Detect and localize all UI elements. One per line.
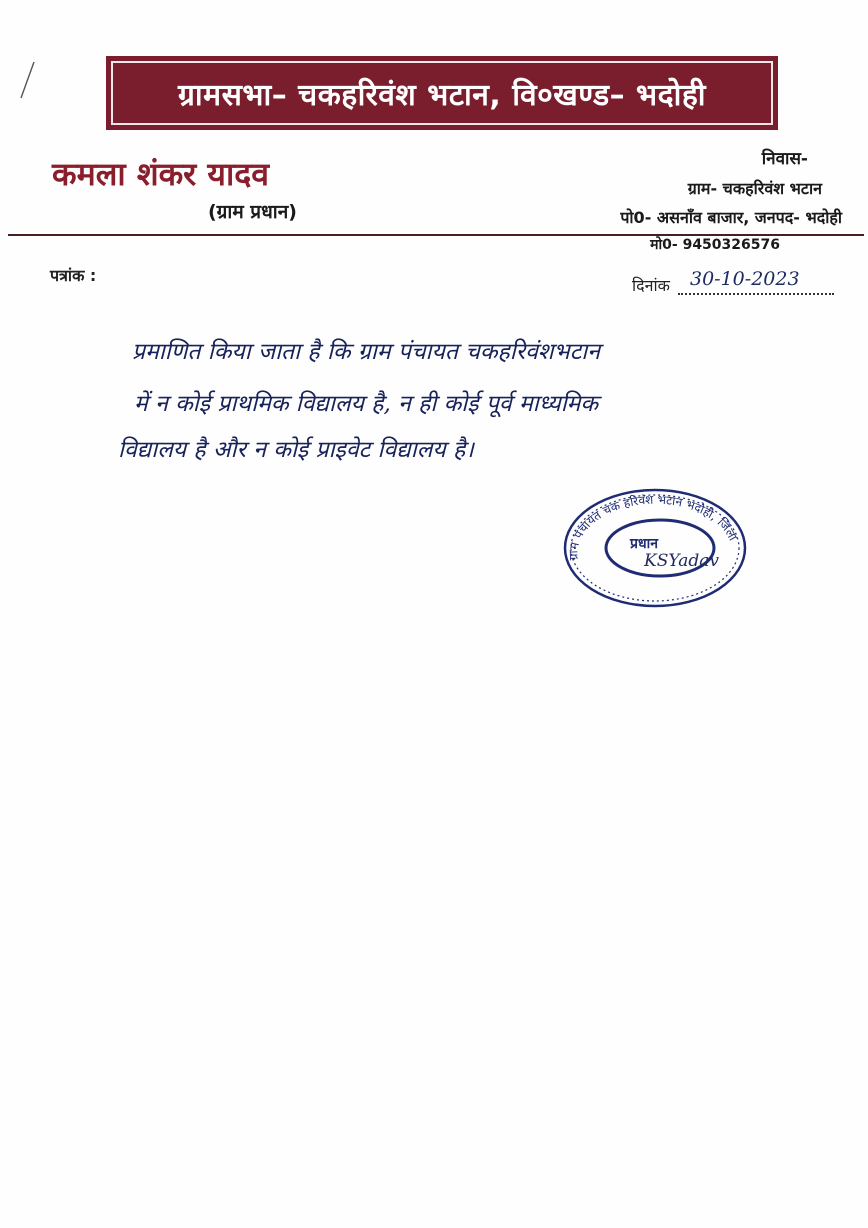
certificate-line-3: विद्यालय है और न कोई प्राइवेट विद्यालय है। — [118, 437, 474, 463]
certificate-line-2: में न कोई प्राथमिक विद्यालय है, न ही कोई पूर्व माध्यमिक — [134, 391, 599, 417]
seal-outer-text: ग्राम पंचायत चक हरिवंश भटान भदोही, जिला — [566, 492, 741, 561]
pradhan-name: कमला शंकर यादव — [52, 155, 270, 193]
address-heading: निवास- — [761, 149, 808, 169]
certificate-line-1: प्रमाणित किया जाता है कि ग्राम पंचायत चकहरिवंशभटान — [132, 339, 601, 365]
seal-inner-text: प्रधान — [630, 536, 658, 552]
address-block — [542, 146, 842, 254]
date-value: 30-10-2023 — [690, 268, 800, 290]
reference-label: पत्रांक : — [50, 266, 97, 285]
address-village: ग्राम- चकहरिवंश भटान — [687, 179, 822, 198]
date-dotted-line — [678, 293, 834, 295]
address-post: पो0- असनाँव बाजार, जनपद- भदोही — [620, 208, 842, 227]
signature: KSYadav — [644, 551, 720, 571]
header-divider — [8, 234, 864, 236]
date-label: दिनांक — [632, 276, 670, 295]
address-mobile: मो0- 9450326576 — [650, 237, 780, 253]
pen-mark — [18, 60, 38, 100]
letterhead-banner — [106, 56, 778, 130]
pradhan-designation: (ग्राम प्रधान) — [208, 201, 297, 223]
panchayat-seal — [560, 486, 750, 610]
banner-title: ग्रामसभा– चकहरिवंश भटान, वि०खण्ड– भदोही — [177, 77, 707, 113]
